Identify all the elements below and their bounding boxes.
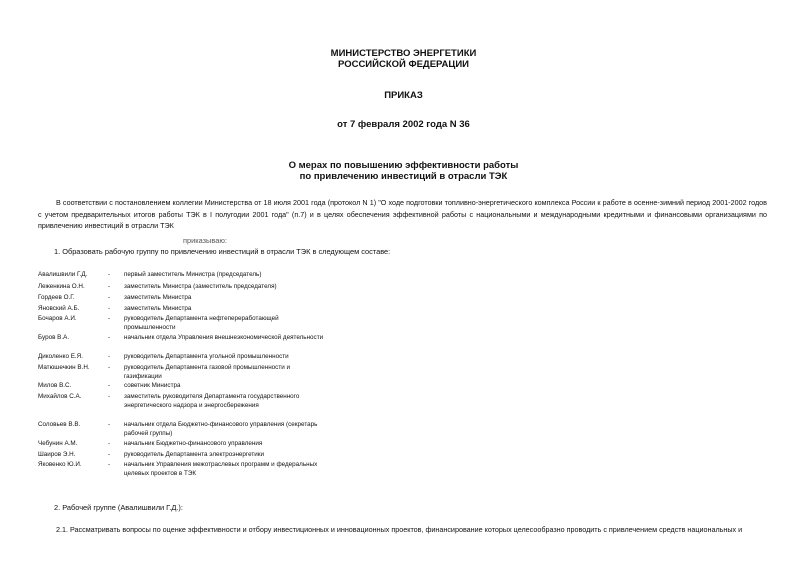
member-dash: -: [108, 271, 111, 278]
member-name: Чебунин А.М.: [38, 440, 78, 447]
member-role: руководитель Департамента электроэнергетики: [124, 451, 265, 458]
member-dash: -: [108, 440, 111, 447]
ministry-line-2: РОССИЙСКОЙ ФЕДЕРАЦИИ: [337, 59, 469, 70]
member-role: заместитель руководителя Департамента государственного энергетического надзора и энергосбережения: [124, 393, 300, 409]
member-role: советник Министра: [124, 382, 181, 389]
item-2-1: 2.1. Рассматривать вопросы по оценке эффективности и отбору инвестиционных и инновационных проектов, финансирование которых целесообразно проводить с привлечением средств национальных и: [56, 525, 743, 534]
member-name: Бочаров А.И.: [38, 315, 77, 322]
member-name: Соловьев В.В.: [38, 421, 81, 428]
member-dash: -: [108, 393, 111, 400]
order-word: приказываю:: [183, 236, 227, 245]
member-name: Милов В.С.: [38, 382, 72, 389]
ministry-line-1: МИНИСТЕРСТВО ЭНЕРГЕТИКИ: [330, 48, 477, 59]
member-dash: -: [108, 421, 111, 428]
member-role: заместитель Министра (заместитель председателя): [124, 283, 277, 290]
item-2: 2. Рабочей группе (Авалишвили Г.Д.):: [54, 503, 183, 512]
member-dash: -: [108, 461, 111, 468]
date-line: от 7 февраля 2002 года N 36: [337, 119, 470, 130]
member-name: Яковенко Ю.И.: [38, 461, 82, 468]
member-dash: -: [108, 334, 111, 341]
member-dash: -: [108, 382, 111, 389]
member-role: руководитель Департамента нефтепереработающей промышленности: [124, 315, 279, 331]
member-name: Диколенко Е.Я.: [38, 353, 83, 360]
member-role: начальник отдела Управления внешнеэкономической деятельности: [124, 334, 324, 341]
member-dash: -: [108, 364, 111, 371]
member-role: начальник Управления межотраслевых программ и федеральных целевых проектов в ТЭК: [124, 461, 318, 477]
member-role: заместитель Министра: [124, 294, 192, 301]
member-name: Авалишвили Г.Д.: [38, 271, 88, 278]
member-name: Леженкина О.Н.: [38, 283, 85, 290]
doc-type: ПРИКАЗ: [384, 90, 423, 101]
member-name: Матюшечкин В.Н.: [38, 364, 90, 371]
member-dash: -: [108, 305, 111, 312]
member-role: начальник отдела Бюджетно-финансового управления (секретарь рабочей группы): [124, 421, 318, 437]
member-role: первый заместитель Министра (председатель): [124, 271, 262, 278]
title-line-2: по привлечению инвестиций в отрасли ТЭК: [299, 171, 508, 182]
member-name: Гордеев О.Г.: [38, 294, 75, 301]
member-dash: -: [108, 294, 111, 301]
member-name: Михайлов С.А.: [38, 393, 82, 400]
title-line-1: О мерах по повышению эффективности работы: [288, 160, 519, 171]
member-dash: -: [108, 451, 111, 458]
member-dash: -: [108, 283, 111, 290]
member-dash: -: [108, 315, 111, 322]
member-role: начальник Бюджетно-финансового управления: [124, 440, 263, 447]
member-role: руководитель Департамента газовой промышленности и газификации: [124, 364, 290, 380]
member-name: Буров В.А.: [38, 334, 70, 341]
member-dash: -: [108, 353, 111, 360]
preamble-paragraph: В соответствии с постановлением коллегии Министерства от 18 июля 2001 года (протокол N 1) "О ходе подготовки топливно-энергетического комплекса России к работе в осенне-зимний период 2001-2002 годов с учетом предварительных итогов работы ТЭК в I полугодии 2001 года" (п.7) и в целях обеспечения эффективной работы с национальными и международными кредитными и финансовыми организациями по привлечению инвестиций в отрасли ТЭК: [38, 198, 767, 230]
member-name: Яновский А.Б.: [38, 305, 80, 312]
member-role: руководитель Департамента угольной промышленности: [124, 353, 289, 360]
item-1: 1. Образовать рабочую группу по привлечению инвестиций в отрасли ТЭК в следующем составе:: [54, 247, 391, 256]
member-role: заместитель Министра: [124, 305, 192, 312]
member-name: Шаиров Э.Н.: [38, 451, 76, 458]
